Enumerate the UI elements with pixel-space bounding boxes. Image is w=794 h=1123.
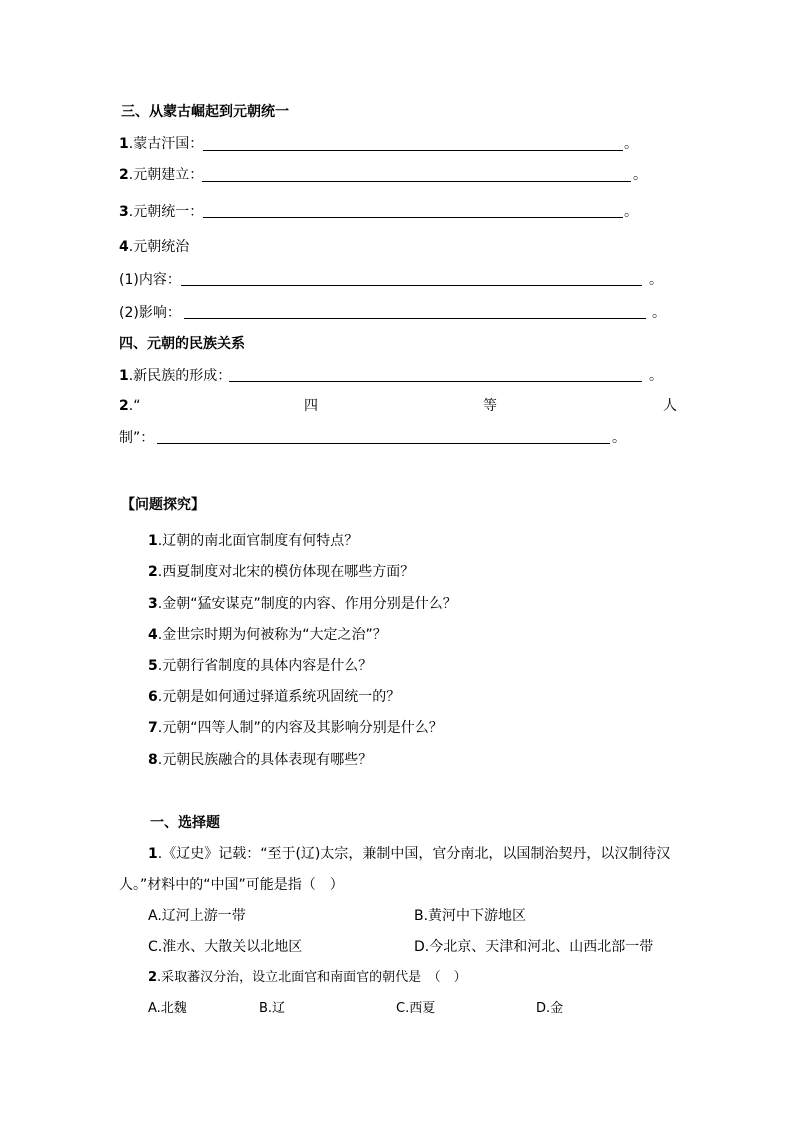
option-a[interactable]: A.北魏 — [148, 1001, 187, 1016]
answer-line[interactable] — [229, 381, 642, 382]
inquiry-question: 2.西夏制度对北宋的模仿体现在哪些方面？ — [148, 564, 415, 580]
justified-char: 人 — [663, 398, 677, 414]
answer-line[interactable] — [181, 285, 642, 286]
answer-line[interactable] — [157, 443, 610, 444]
option-c[interactable]: C.淮水、大散关以北地区 — [148, 939, 303, 955]
section-heading-4: 四、元朝的民族关系 — [119, 336, 245, 352]
question-2: 2.采取蕃汉分治，设立北面官和南面官的朝代是 （ ） — [148, 970, 467, 985]
inquiry-question: 4.金世宗时期为何被称为“大定之治”？ — [148, 627, 387, 643]
section-heading-3: 三、从蒙古崛起到元朝统一 — [121, 104, 289, 120]
inquiry-question: 1.辽朝的南北面官制度有何特点？ — [148, 533, 359, 549]
answer-line[interactable] — [203, 150, 623, 151]
item-yuan-unification: 3.元朝统一： — [119, 204, 204, 220]
inquiry-question: 5.元朝行省制度的具体内容是什么？ — [148, 658, 373, 674]
item-four-class-cont: 制”： — [119, 430, 155, 446]
period: 。 — [649, 368, 663, 384]
inquiry-question: 6.元朝是如何通过驿道系统巩固统一的？ — [148, 689, 401, 705]
option-a[interactable]: A.辽河上游一带 — [148, 908, 246, 924]
period: 。 — [649, 272, 663, 288]
inquiry-question: 7.元朝“四等人制”的内容及其影响分别是什么？ — [148, 720, 443, 736]
choice-heading: 一、选择题 — [150, 815, 220, 831]
period: 。 — [633, 167, 647, 183]
item-new-ethnic-group: 1.新民族的形成： — [119, 368, 232, 384]
inquiry-heading: 【问题探究】 — [121, 497, 205, 513]
item-four-class-system: 2.“ — [119, 398, 141, 414]
answer-line[interactable] — [203, 217, 623, 218]
option-c[interactable]: C.西夏 — [396, 1001, 436, 1016]
option-b[interactable]: B.辽 — [259, 1001, 286, 1016]
answer-line[interactable] — [202, 181, 631, 182]
question-1-line2: 人。”材料中的“中国”可能是指（ ） — [119, 877, 344, 893]
question-1-line1: 1.《辽史》记载：“至于(辽)太宗，兼制中国，官分南北，以国制治契丹，以汉制待汉 — [148, 846, 671, 862]
sub-item-content: (1)内容： — [119, 272, 181, 288]
justified-char: 四 — [304, 398, 318, 414]
option-d[interactable]: D.金 — [536, 1001, 564, 1016]
item-yuan-founding: 2.元朝建立： — [119, 167, 204, 183]
inquiry-question: 8.元朝民族融合的具体表现有哪些？ — [148, 752, 373, 768]
sub-item-influence: (2)影响： — [119, 305, 181, 321]
item-mongol-khanate: 1.蒙古汗国： — [119, 136, 204, 152]
period: 。 — [624, 136, 638, 152]
period: 。 — [612, 430, 626, 446]
inquiry-question: 3.金朝“猛安谋克”制度的内容、作用分别是什么？ — [148, 596, 457, 612]
option-b[interactable]: B.黄河中下游地区 — [414, 908, 527, 924]
item-yuan-rule: 4.元朝统治 — [119, 239, 190, 255]
answer-line[interactable] — [184, 318, 646, 319]
justified-char: 等 — [483, 398, 497, 414]
period: 。 — [652, 305, 666, 321]
period: 。 — [624, 204, 638, 220]
option-d[interactable]: D.今北京、天津和河北、山西北部一带 — [414, 939, 654, 955]
